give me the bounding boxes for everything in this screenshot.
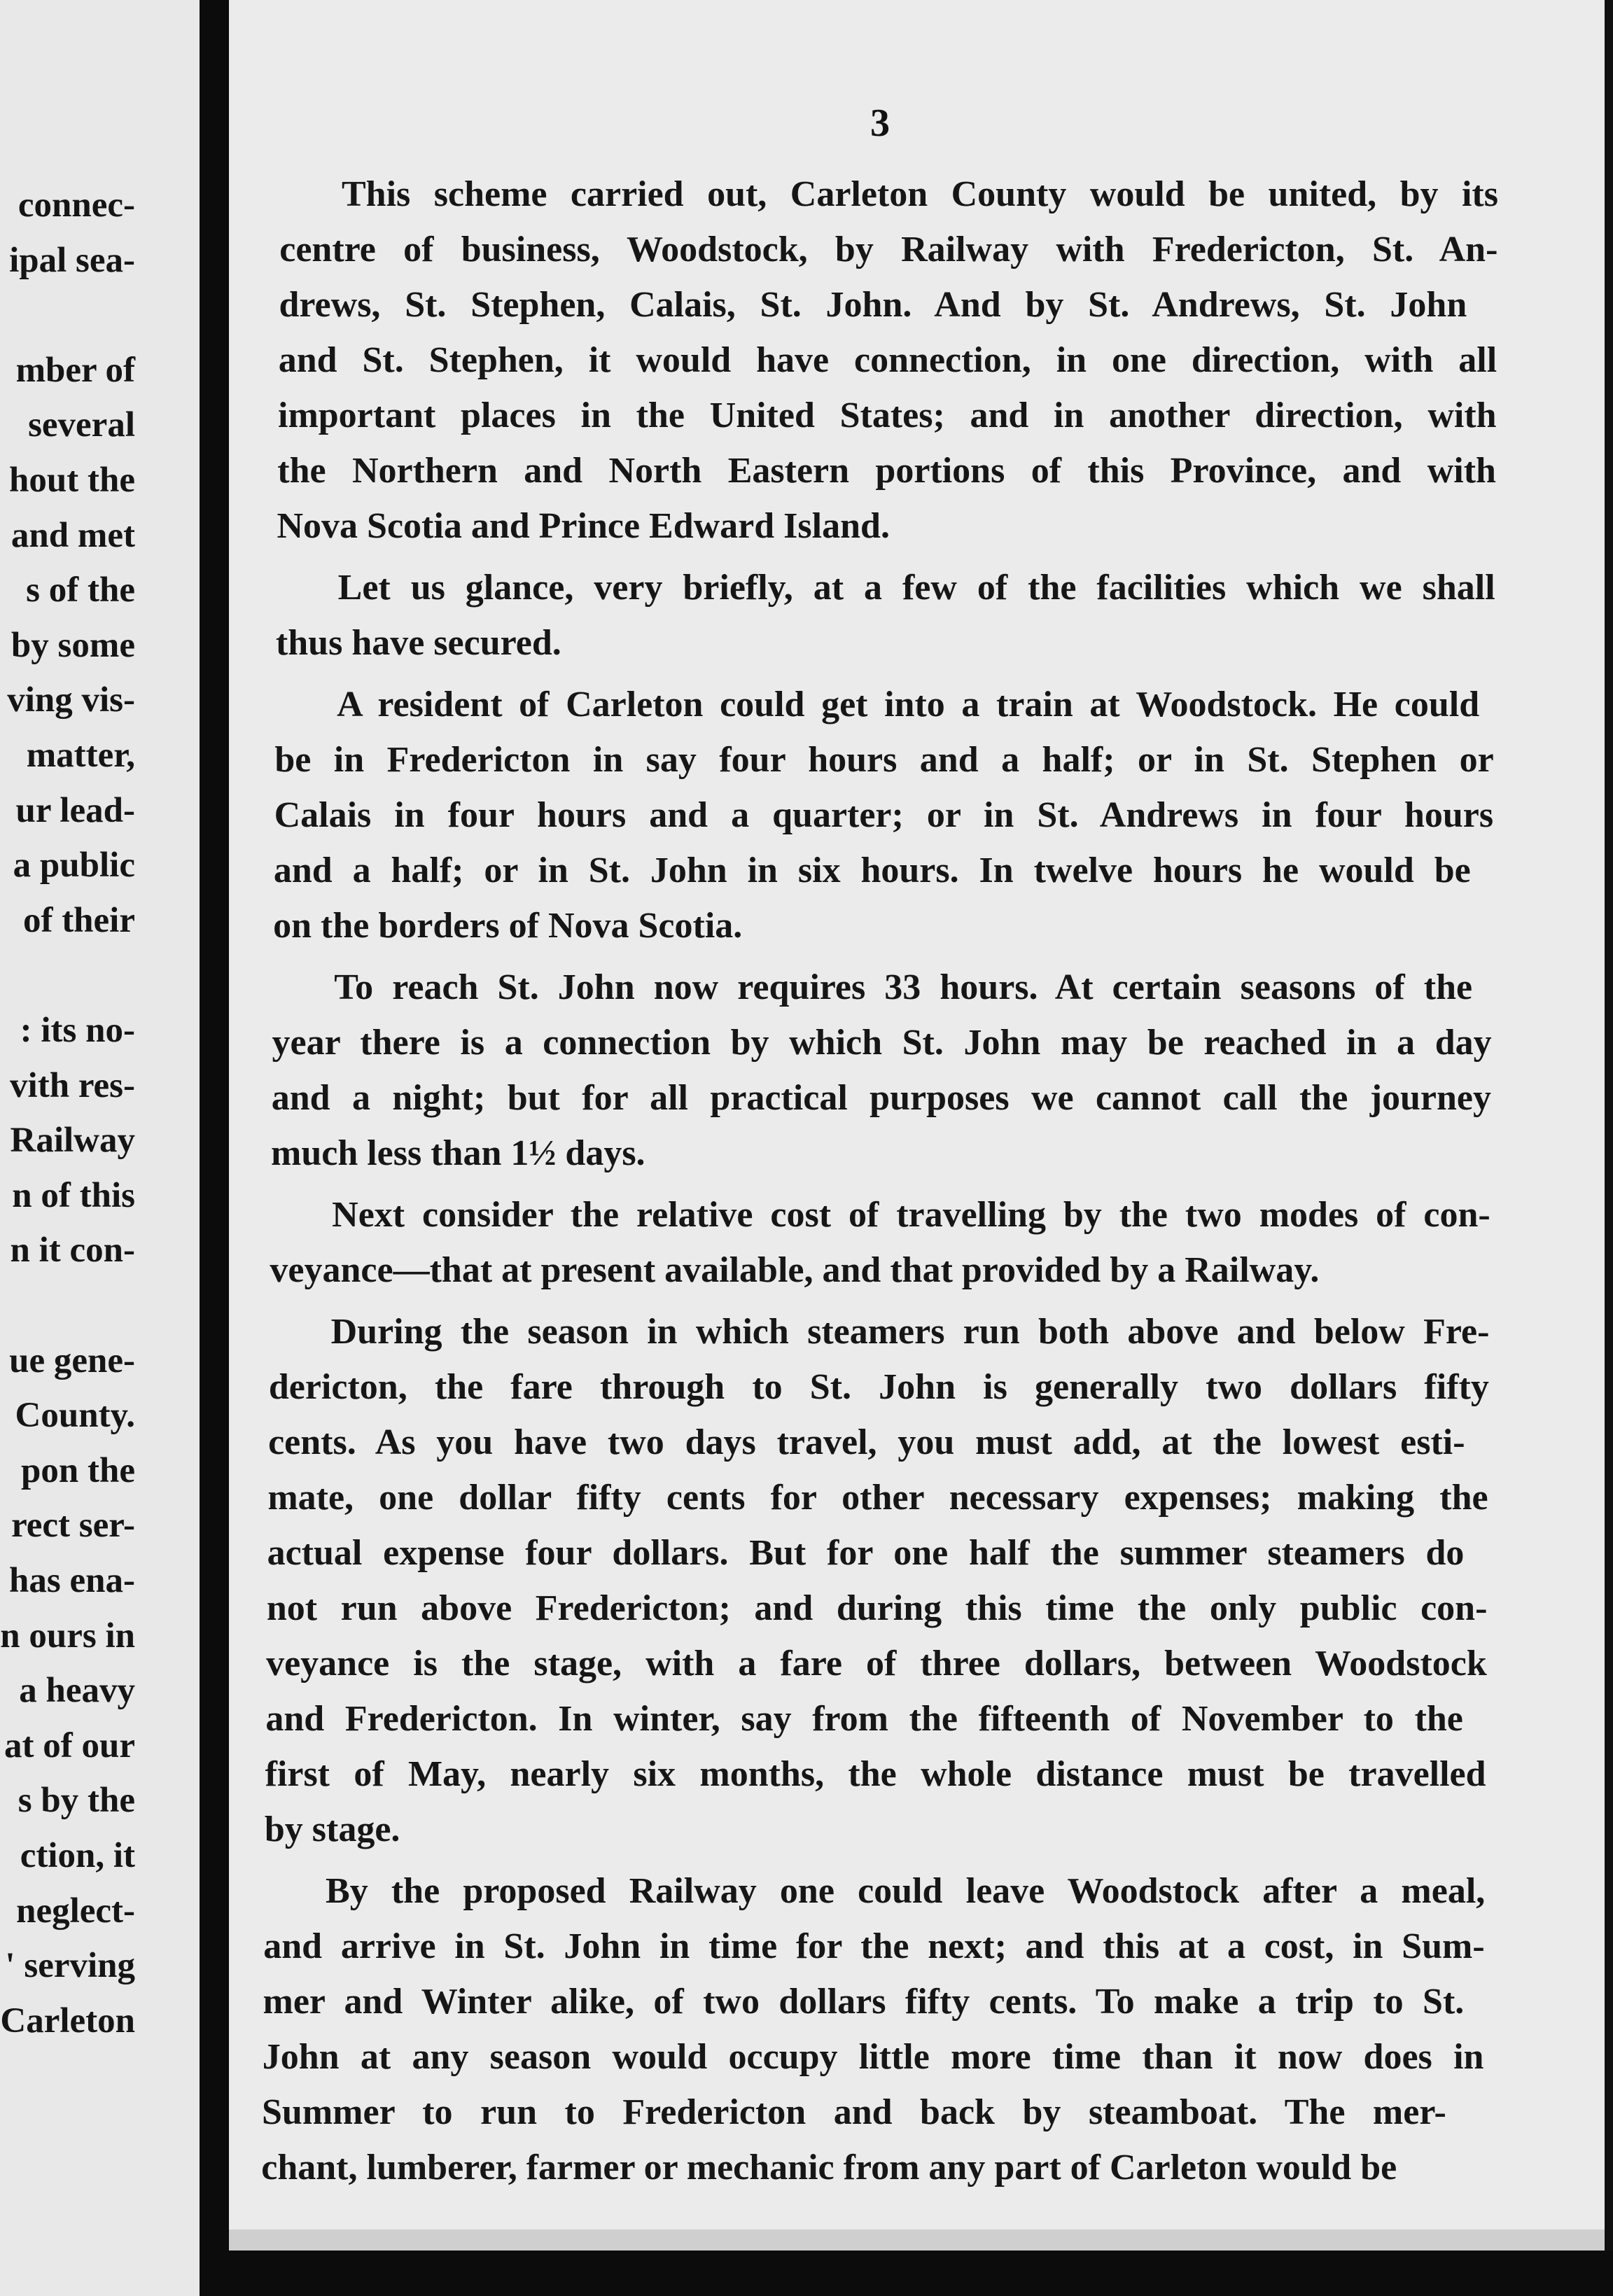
text-line: actual expense four dollars. But for one half the summer steamers do	[267, 1533, 1465, 1573]
left-page-line: Carleton	[0, 2001, 135, 2040]
left-page-line: ur lead-	[15, 790, 135, 830]
left-page-line: Railway	[10, 1121, 135, 1161]
left-page-line: s of the	[26, 570, 135, 610]
left-page-line: ' serving	[5, 1946, 135, 1986]
text-line: mer and Winter alike, of two dollars fifty cents. To make a trip to St.	[263, 1982, 1465, 2022]
book-gutter	[200, 0, 229, 2296]
text-line: veyance is the stage, with a fare of three dollars, between Woodstock	[266, 1644, 1487, 1684]
text-line: the Northern and North Eastern portions of this Province, and with	[277, 451, 1496, 491]
left-page-line: has ena-	[9, 1561, 135, 1600]
left-page-line: a public	[13, 846, 135, 886]
left-page-line: County.	[15, 1396, 135, 1436]
text-line: Summer to run to Fredericton and back by steamboat. The mer-	[262, 2092, 1446, 2132]
text-line: drews, St. Stephen, Calais, St. John. And by St. Andrews, St. John	[279, 285, 1467, 325]
text-line: A resident of Carleton could get into a train at Woodstock. He could	[337, 685, 1480, 724]
text-line: Calais in four hours and a quarter; or in St. Andrews in four hours	[274, 795, 1494, 835]
left-page-line: ction, it	[20, 1836, 135, 1875]
left-page-line: n of this	[12, 1175, 135, 1215]
left-page-line: n ours in	[0, 1616, 135, 1656]
text-line: by stage.	[264, 1809, 400, 1849]
text-line: By the proposed Railway one could leave Woodstock after a meal,	[326, 1871, 1486, 1911]
left-page-line: of their	[22, 900, 135, 940]
left-page-line: rect ser-	[11, 1506, 135, 1546]
text-line: important places in the United States; and in another direction, with	[278, 396, 1497, 435]
left-page-line: by some	[11, 625, 135, 665]
left-page-line: n it con-	[10, 1231, 135, 1270]
text-line: not run above Fredericton; and during this time the only public con-	[266, 1588, 1488, 1628]
text-line: Let us glance, very briefly, at a few of the facilities which we shall	[337, 568, 1495, 608]
left-page-line: pon the	[21, 1450, 135, 1490]
left-page-line: s by the	[18, 1781, 135, 1821]
text-line: thus have secured.	[275, 623, 561, 663]
text-line: and St. Stephen, it would have connection, in one direction, with all	[278, 340, 1497, 380]
left-page-line: ipal sea-	[9, 240, 135, 280]
text-line: dericton, the fare through to St. John is generally two dollars fifty	[268, 1367, 1489, 1407]
left-page-line: several	[28, 405, 135, 445]
left-page-line: a heavy	[19, 1671, 135, 1711]
text-line: veyance—that at present available, and that provided by a Railway.	[270, 1250, 1320, 1290]
left-page-line: ving vis-	[7, 680, 135, 720]
text-line: chant, lumberer, farmer or mechanic from any part of Carleton would be	[261, 2148, 1397, 2188]
text-line: and a night; but for all practical purposes we cannot call the journey	[271, 1078, 1492, 1118]
text-line: and Fredericton. In winter, say from the fifteenth of November to the	[265, 1699, 1463, 1739]
text-line: centre of business, Woodstock, by Railway with Fredericton, St. An-	[279, 230, 1498, 270]
left-page-line: connec-	[18, 186, 135, 225]
left-page-line: mber of	[15, 350, 135, 390]
text-line: During the season in which steamers run both above and below Fre-	[330, 1312, 1490, 1352]
left-page-line: matter,	[26, 736, 135, 775]
text-line: cents. As you have two days travel, you must add, at the lowest esti-	[268, 1422, 1465, 1462]
left-page-line: hout the	[9, 461, 135, 500]
text-line: Nova Scotia and Prince Edward Island.	[277, 506, 890, 546]
text-line: This scheme carried out, Carleton County would be united, by its	[342, 174, 1498, 214]
text-line: Next consider the relative cost of travelling by the two modes of con-	[332, 1195, 1490, 1235]
bottom-shadow	[229, 2250, 1613, 2296]
text-line: and a half; or in St. John in six hours. In twelve hours he would be	[273, 850, 1471, 890]
left-page-line: and met	[11, 515, 135, 555]
left-page-fragment	[0, 0, 200, 2296]
page-number: 3	[870, 102, 890, 145]
text-line: and arrive in St. John in time for the next; and this at a cost, in Sum-	[263, 1926, 1485, 1966]
text-line: much less than 1½ days.	[271, 1133, 645, 1173]
text-line: on the borders of Nova Scotia.	[273, 906, 743, 946]
text-line: To reach St. John now requires 33 hours. At certain seasons of the	[334, 967, 1473, 1007]
left-page-line: ue gene-	[9, 1340, 135, 1380]
left-page-line: vith res-	[10, 1065, 135, 1105]
text-line: first of May, nearly six months, the whole distance must be travelled	[265, 1754, 1486, 1794]
text-line: mate, one dollar fifty cents for other necessary expenses; making the	[267, 1478, 1488, 1518]
text-line: year there is a connection by which St. John may be reached in a day	[272, 1023, 1492, 1063]
text-line: be in Fredericton in say four hours and a half; or in St. Stephen or	[274, 740, 1494, 780]
right-page	[229, 0, 1605, 2250]
text-line: John at any season would occupy little more time than it now does in	[262, 2037, 1484, 2077]
left-page-line: neglect-	[16, 1891, 135, 1931]
left-page-line: at of our	[4, 1726, 135, 1765]
left-page-line: : its no-	[20, 1011, 135, 1050]
